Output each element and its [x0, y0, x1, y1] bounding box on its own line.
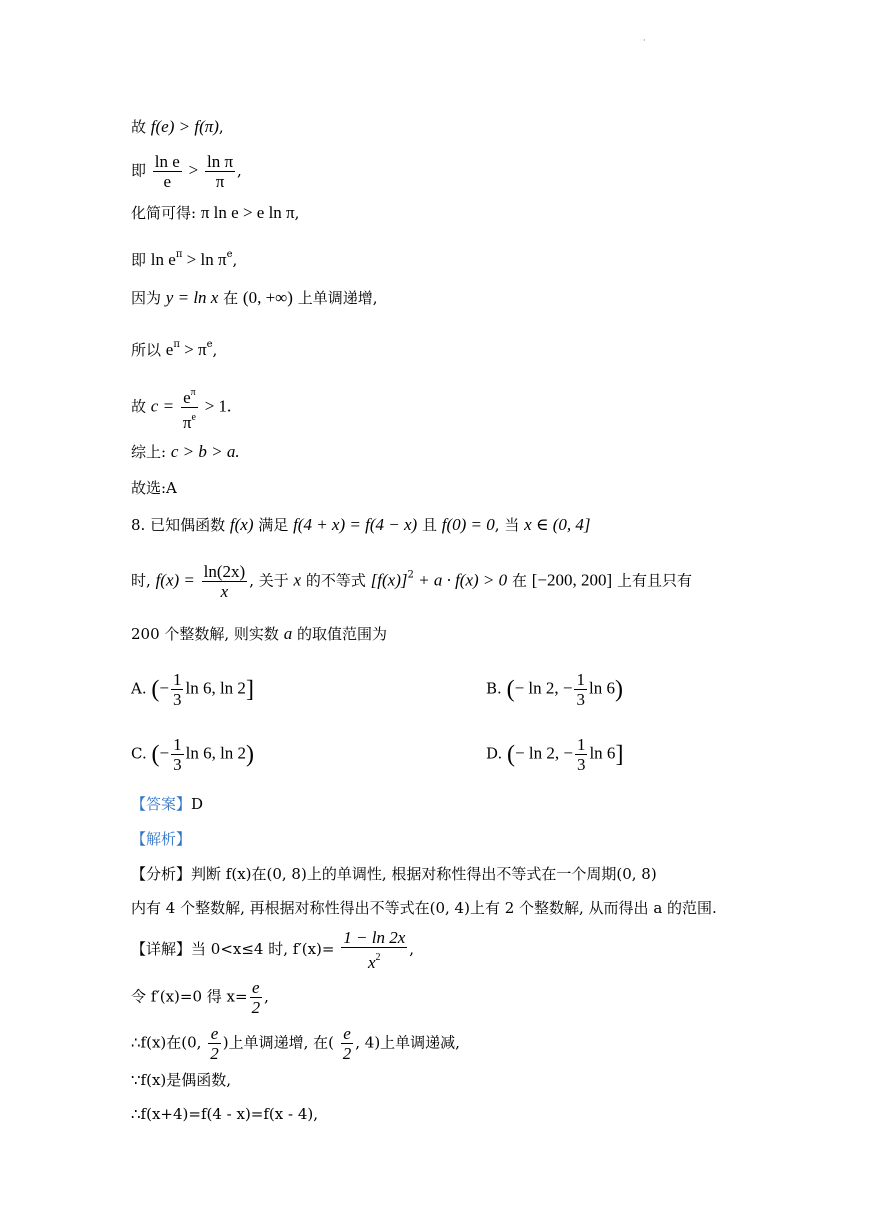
superscript: π — [190, 387, 196, 398]
numerator: e — [250, 978, 263, 998]
formula: x — [293, 570, 302, 590]
numerator: 1 — [173, 735, 182, 754]
text: 上单调递增, — [297, 289, 378, 307]
line-5 — [131, 288, 378, 308]
detail-line-5: ∴f(x+4)=f(4 - x)=f(x - 4), — [131, 1105, 319, 1123]
punct: , — [212, 341, 218, 359]
superscript: e — [191, 412, 196, 423]
fraction — [202, 562, 248, 601]
formula: + a · f(x) > 0 — [413, 570, 508, 590]
text: 上有且只有 — [616, 571, 692, 590]
numerator: ln e — [154, 152, 180, 171]
numerator: e — [208, 1024, 221, 1044]
formula: − ln 2, − — [514, 678, 573, 698]
formula: ln 6 — [589, 743, 616, 763]
base: e — [183, 388, 191, 407]
bracket: ( — [151, 676, 160, 703]
option-label: C. — [131, 744, 147, 763]
formula: ln 6, ln 2 — [185, 743, 247, 763]
option-label: B. — [486, 679, 502, 698]
superscript: 2 — [407, 569, 414, 581]
analysis-heading: 【解析】 — [131, 830, 192, 848]
text: 所以 — [131, 341, 162, 359]
text: 时, — [131, 571, 151, 590]
superscript: e — [206, 339, 213, 350]
text: , 4)上单调递减, — [355, 1033, 460, 1052]
bracket: ] — [615, 741, 624, 768]
text: 即 — [131, 161, 147, 180]
bracket: ) — [246, 741, 255, 768]
denominator: e — [163, 172, 172, 191]
text: 故 — [131, 118, 147, 136]
fraction — [341, 928, 407, 972]
answer-label: 【答案】 — [131, 795, 192, 813]
numerator — [181, 383, 198, 408]
base: π — [182, 413, 192, 432]
formula: ln e — [150, 250, 176, 269]
line-2 — [131, 152, 242, 191]
fraction — [171, 735, 184, 774]
text: 当 0<x≤4 时, f′(x)= — [191, 940, 335, 958]
detail-line-1 — [131, 928, 414, 972]
formula: [−200, 200] — [531, 570, 613, 590]
formula: c = — [150, 396, 175, 416]
answer-value: D — [191, 795, 204, 813]
question-line-2 — [131, 562, 692, 601]
formula: f(x) — [229, 515, 254, 534]
text: 故 — [131, 397, 147, 416]
denominator: 3 — [172, 690, 182, 709]
numerator: e — [341, 1024, 354, 1044]
formula: > π — [179, 340, 207, 359]
option-a[interactable] — [131, 670, 254, 709]
formula: [f(x)] — [370, 570, 408, 590]
fraction — [341, 1024, 354, 1063]
formula: ln 6 — [588, 678, 615, 698]
operator: > — [188, 160, 199, 180]
fraction — [171, 670, 184, 709]
fraction — [153, 152, 182, 191]
punct: , — [409, 940, 415, 958]
punct: , — [264, 987, 269, 1006]
bracket: ) — [614, 676, 623, 703]
line-7 — [131, 383, 231, 432]
text: 判断 f(x)在(0, 8)上的单调性, 根据对称性得出不等式在一个周期(0, 8) — [191, 865, 657, 883]
formula: f(0) = 0 — [441, 515, 495, 534]
text: 化简可得: — [131, 204, 197, 222]
line-3 — [131, 203, 299, 223]
denominator — [341, 948, 407, 972]
base: x — [367, 953, 376, 972]
detail-line-4: ∵f(x)是偶函数, — [131, 1071, 232, 1089]
text: 综上: — [131, 443, 167, 461]
denominator: x — [220, 582, 229, 601]
fraction — [208, 1024, 221, 1063]
numerator: ln(2x) — [203, 562, 246, 581]
superscript: 2 — [375, 952, 381, 963]
detail-line-3 — [131, 1024, 460, 1063]
detail-line-2 — [131, 978, 269, 1017]
question-number: 8. — [131, 516, 146, 534]
section-label: 【详解】 — [131, 940, 192, 958]
formula: f(4 + x) = f(4 − x) — [293, 515, 418, 534]
punct: , — [237, 161, 242, 180]
text: )上单调递增, 在( — [222, 1033, 334, 1052]
numerator: 1 − ln 2x — [343, 928, 406, 947]
formula: a — [283, 624, 293, 643]
punct: , — [294, 204, 300, 222]
formula: ln 6, ln 2 — [185, 678, 246, 698]
punct: , — [232, 251, 238, 269]
denominator: 3 — [576, 755, 586, 774]
section-label: 【分析】 — [131, 865, 192, 883]
denominator: 2 — [251, 998, 261, 1017]
formula: > 1. — [204, 396, 232, 416]
text: 的取值范围为 — [297, 625, 388, 643]
text: , 关于 — [249, 571, 289, 590]
fraction — [205, 152, 235, 191]
superscript: e — [226, 249, 233, 260]
denominator: 2 — [342, 1044, 352, 1063]
formula: y = ln x — [165, 288, 219, 307]
numerator: ln π — [206, 152, 234, 171]
text: ∴f(x)在(0, — [131, 1033, 202, 1052]
text: , 当 — [494, 516, 520, 534]
formula: x ∈ (0, 4] — [524, 515, 591, 534]
text: 200 个整数解, 则实数 — [131, 625, 279, 643]
question-line-1 — [131, 515, 591, 535]
option-c[interactable] — [131, 735, 254, 774]
line-8 — [131, 442, 240, 462]
formula: c > b > a. — [170, 442, 240, 461]
option-label: A. — [131, 679, 147, 698]
numerator: 1 — [172, 670, 182, 689]
formula: (0, +∞) — [242, 288, 293, 307]
fraction — [181, 383, 198, 432]
text: 令 f′(x)=0 得 x= — [131, 987, 248, 1006]
punct: , — [218, 118, 224, 136]
denominator — [181, 408, 198, 432]
denominator: 3 — [173, 755, 182, 774]
line-4 — [131, 245, 237, 270]
fraction — [575, 735, 588, 774]
formula: − — [159, 743, 170, 763]
header-mark: · — [643, 36, 646, 45]
formula: f(e) > f(π) — [150, 117, 219, 136]
option-b[interactable] — [486, 670, 623, 709]
fraction — [250, 978, 263, 1017]
superscript: π — [173, 339, 180, 350]
numerator: 1 — [576, 735, 586, 754]
text: 因为 — [131, 289, 162, 307]
option-d[interactable] — [486, 735, 623, 774]
formula: π ln e > e ln π — [200, 203, 295, 222]
bracket: ( — [506, 676, 515, 703]
bracket: ( — [151, 741, 160, 768]
formula: e — [165, 340, 174, 359]
formula: − — [159, 678, 169, 698]
analysis-line-1 — [131, 864, 657, 884]
analysis-line-2: 内有 4 个整数解, 再根据对称性得出不等式在(0, 4)上有 2 个整数解, 从而得出 a 的范围. — [131, 899, 717, 917]
question-line-3 — [131, 624, 387, 644]
line-9: 故选:A — [131, 479, 177, 497]
text: 在 — [511, 571, 527, 590]
text: 满足 — [258, 516, 289, 534]
bracket: ( — [507, 741, 516, 768]
answer-line — [131, 794, 203, 814]
denominator: 3 — [576, 690, 585, 709]
line-1 — [131, 117, 224, 137]
denominator: 2 — [210, 1044, 219, 1063]
bracket: ] — [245, 676, 254, 703]
numerator: 1 — [576, 670, 585, 689]
text: 且 — [421, 516, 437, 534]
formula: f(x) = — [155, 570, 195, 590]
text: 已知偶函数 — [150, 516, 226, 534]
option-label: D. — [486, 744, 503, 763]
text: 在 — [223, 289, 239, 307]
text: 的不等式 — [305, 571, 366, 590]
text: 即 — [131, 251, 147, 269]
formula: > ln π — [182, 250, 227, 269]
fraction — [574, 670, 587, 709]
line-6 — [131, 335, 217, 360]
denominator: π — [215, 172, 225, 191]
formula: − ln 2, − — [515, 743, 573, 763]
superscript: π — [175, 249, 183, 260]
